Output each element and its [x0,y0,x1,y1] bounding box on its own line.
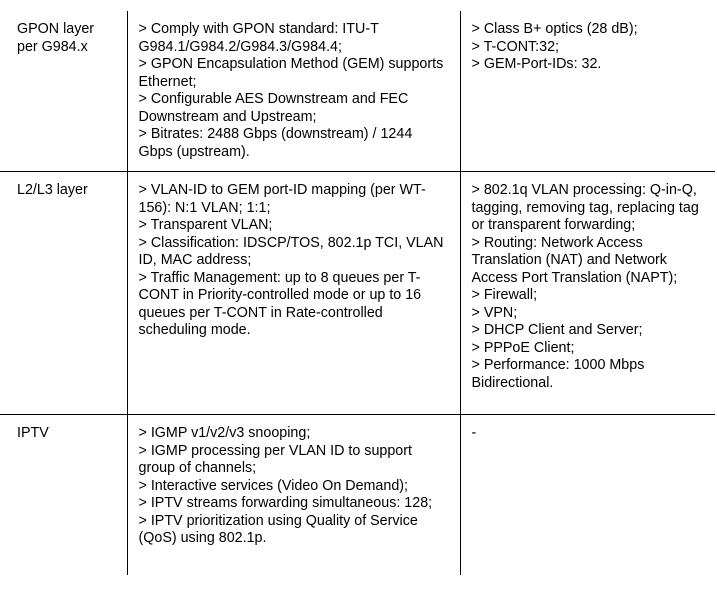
detail-cell [460,11,715,172]
spec-list [139,425,450,548]
spec-cell [127,11,460,172]
list-item: > T-CONT:32; [471,38,560,55]
list-item: > Transparent VLAN; [138,217,273,233]
list-item: > GEM-Port-IDs: 32. [471,56,602,72]
list-item: > VLAN-ID to GEM port-ID mapping (per WT-156): N:1 VLAN; 1:1; [138,182,426,216]
list-item: > 802.1q VLAN processing: Q-in-Q, tagging, removing tag, replacing tag or transparent forwarding; [471,182,699,233]
feature-cell [0,11,127,172]
list-item: > IGMP processing per VLAN ID to support group of channels; [138,442,412,476]
list-item: > Configurable AES Downstream and FEC Downstream and Upstream; [138,91,409,125]
list-item: > IPTV prioritization using Quality of Service (QoS) using 802.1p. [138,512,418,546]
list-item: > Classification: IDSCP/TOS, 802.1p TCI, VLAN ID, MAC address; [138,234,444,268]
list-item: > GPON Encapsulation Method (GEM) supports Ethernet; [138,56,444,90]
table-row-l2l3 [0,172,715,415]
spec-table [0,11,715,575]
detail-list [472,182,710,392]
list-item: > Firewall; [471,287,538,303]
list-item: > Traffic Management: up to 8 queues per T-CONT in Priority-controlled mode or up to 16 queues per T-CONT in Rate-controlled scheduling mode. [138,269,422,338]
detail-cell [460,172,715,415]
table-row-gpon [0,11,715,172]
detail-list [472,425,710,443]
feature-cell [0,415,127,576]
detail-cell [460,415,715,576]
list-item: > VPN; [471,304,518,321]
list-item: > Bitrates: 2488 Gbps (downstream) / 1244 Gbps (upstream). [138,126,413,160]
spec-cell [127,415,460,576]
feature-label: GPON layer per G984.x [17,21,95,55]
list-item: > IPTV streams forwarding simultaneous: 128; [138,495,433,511]
spec-cell [127,172,460,415]
spec-list [139,182,450,340]
list-item: > Class B+ optics (28 dB); [471,21,638,37]
feature-cell [0,172,127,415]
spec-list [139,21,450,161]
list-item: > PPPoE Client; [471,339,575,356]
detail-list [472,21,710,74]
list-item: > Interactive services (Video On Demand); [138,477,409,494]
feature-label: IPTV [17,425,49,441]
list-item: > IGMP v1/v2/v3 snooping; [138,425,311,441]
list-item: > DHCP Client and Server; [471,322,643,338]
feature-label: L2/L3 layer [17,182,88,198]
list-item: > Comply with GPON standard: ITU-T G984.1/G984.2/G984.3/G984.4; [138,21,379,55]
list-item: > Performance: 1000 Mbps Bidirectional. [471,357,645,391]
list-item: > Routing: Network Access Translation (NAT) and Network Access Port Translation (NAPT); [471,234,678,286]
list-item: - [471,425,477,441]
table-row-iptv [0,415,715,576]
